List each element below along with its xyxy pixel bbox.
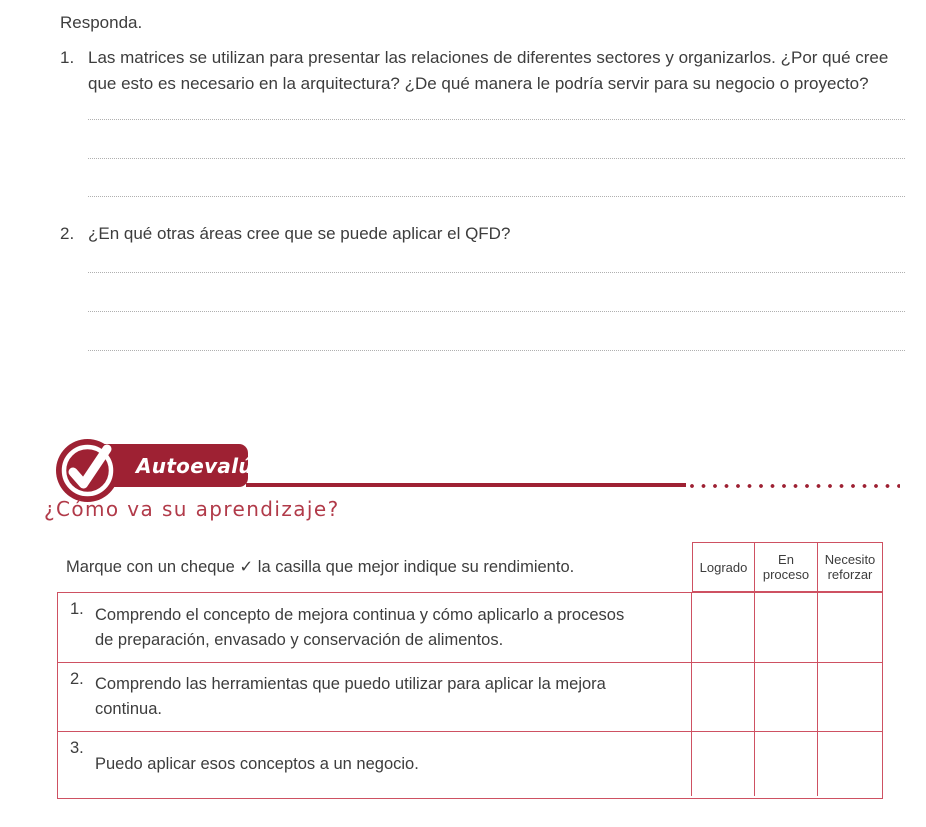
- checkbox-cell-necesito-reforzar[interactable]: [817, 732, 881, 796]
- section-subtitle: ¿Cómo va su aprendizaje?: [44, 497, 340, 521]
- checkbox-cell-en-proceso[interactable]: [754, 593, 817, 662]
- checkbox-cell-logrado[interactable]: [691, 663, 754, 731]
- answer-line[interactable]: [88, 272, 905, 273]
- question-item-1: [60, 45, 908, 97]
- column-header-necesito-reforzar: Necesito reforzar: [818, 542, 883, 592]
- table-row: [58, 731, 882, 796]
- checkbox-cell-necesito-reforzar[interactable]: [817, 593, 881, 662]
- row-statement: [58, 593, 691, 662]
- check-circle-icon: [56, 439, 119, 502]
- question-text: Las matrices se utilizan para presentar las relaciones de diferentes sectores y organizarlos. ¿Por qué cree que esto es necesario en la arquitectura? ¿De qué manera le podría servir para su negocio o proyecto?: [88, 48, 889, 93]
- question-number: 2.: [60, 224, 75, 243]
- answer-line[interactable]: [88, 119, 905, 120]
- column-header-en-proceso: En proceso: [755, 542, 818, 592]
- row-number: 3.: [70, 739, 84, 757]
- row-text: Comprendo las herramientas que puedo utilizar para aplicar la mejora continua.: [95, 675, 606, 718]
- row-text: Puedo aplicar esos conceptos a un negocio.: [95, 754, 419, 773]
- answer-line[interactable]: [88, 196, 905, 197]
- checkbox-cell-en-proceso[interactable]: [754, 732, 817, 796]
- answer-line[interactable]: [88, 350, 905, 351]
- question-item-2: [60, 221, 908, 247]
- checkbox-cell-logrado[interactable]: [691, 593, 754, 662]
- checkbox-cell-necesito-reforzar[interactable]: [817, 663, 881, 731]
- responda-heading: Responda.: [60, 13, 143, 32]
- answer-line[interactable]: [88, 311, 905, 312]
- badge-rule-line: [246, 483, 686, 487]
- answer-line[interactable]: [88, 158, 905, 159]
- row-statement: [58, 663, 691, 731]
- row-number: 1.: [70, 600, 84, 618]
- badge-label: Autoevalúese: [136, 453, 293, 478]
- checkbox-cell-logrado[interactable]: [691, 732, 754, 796]
- question-text: ¿En qué otras áreas cree que se puede aplicar el QFD?: [88, 224, 511, 243]
- checkbox-cell-en-proceso[interactable]: [754, 663, 817, 731]
- row-text: Comprendo el concepto de mejora continua y cómo aplicarlo a procesos de preparación, envasado y conservación de alimentos.: [95, 605, 625, 649]
- question-number: 1.: [60, 48, 75, 67]
- table-instruction: Marque con un cheque ✓ la casilla que mejor indique su rendimiento.: [66, 558, 575, 576]
- table-row: [58, 593, 882, 662]
- row-statement: [58, 732, 691, 796]
- row-number: 2.: [70, 670, 84, 688]
- assessment-table: [57, 592, 883, 799]
- table-row: [58, 662, 882, 731]
- badge-dotted-line: [690, 484, 900, 488]
- assessment-table-header: [57, 542, 883, 592]
- column-header-logrado: Logrado: [692, 542, 755, 592]
